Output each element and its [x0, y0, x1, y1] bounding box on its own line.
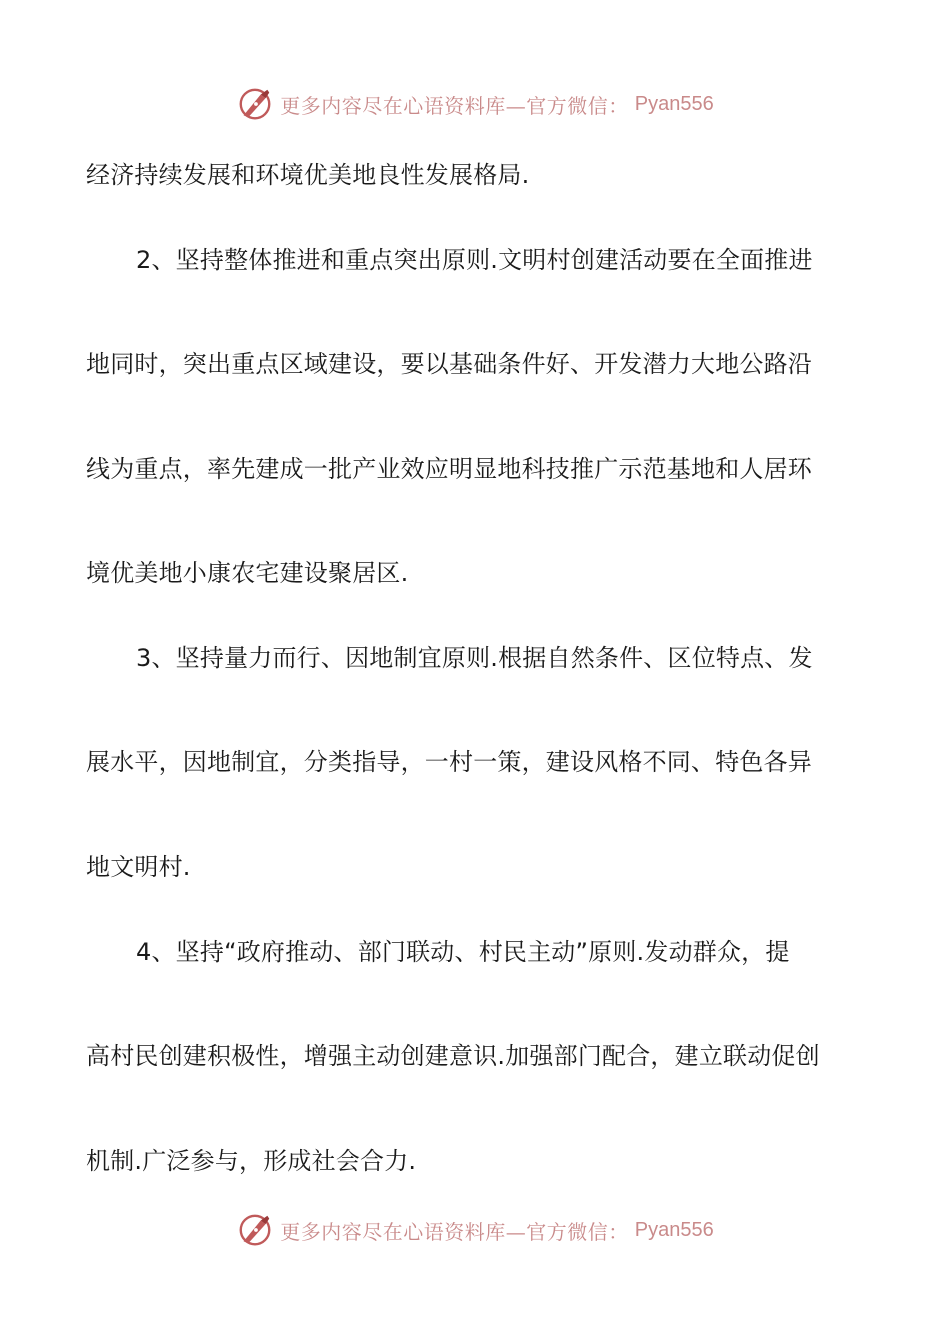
pen-nib-seal-icon [236, 85, 274, 123]
text-line: 地同时，突出重点区域建设，要以基础条件好、开发潜力大地公路沿 [86, 350, 812, 378]
watermark-text: 更多内容尽在心语资料库—官方微信： [280, 1219, 629, 1244]
pen-nib-seal-icon [236, 1211, 274, 1249]
header-watermark [0, 82, 950, 126]
watermark-wechat-id: Pyan556 [634, 1218, 714, 1241]
text-line: 机制.广泛参与，形成社会合力. [86, 1147, 417, 1175]
text-line: 境优美地小康农宅建设聚居区. [86, 559, 409, 587]
text-line: 地文明村. [86, 853, 191, 881]
text-line: 经济持续发展和环境优美地良性发展格局. [86, 161, 530, 189]
text-line: 4、坚持“政府推动、部门联动、村民主动”原则.发动群众，提 [136, 938, 790, 966]
text-line: 3、坚持量力而行、因地制宜原则.根据自然条件、区位特点、发 [136, 644, 813, 672]
text-line: 展水平，因地制宜，分类指导，一村一策，建设风格不同、特色各异 [86, 748, 812, 776]
watermark-text: 更多内容尽在心语资料库—官方微信： [280, 93, 629, 118]
footer-watermark [0, 1208, 950, 1252]
text-line: 高村民创建积极性，增强主动创建意识.加强部门配合，建立联动促创 [86, 1042, 820, 1070]
text-line: 2、坚持整体推进和重点突出原则.文明村创建活动要在全面推进 [136, 246, 813, 274]
watermark-wechat-id: Pyan556 [634, 92, 714, 115]
text-line: 线为重点，率先建成一批产业效应明显地科技推广示范基地和人居环 [86, 455, 812, 483]
